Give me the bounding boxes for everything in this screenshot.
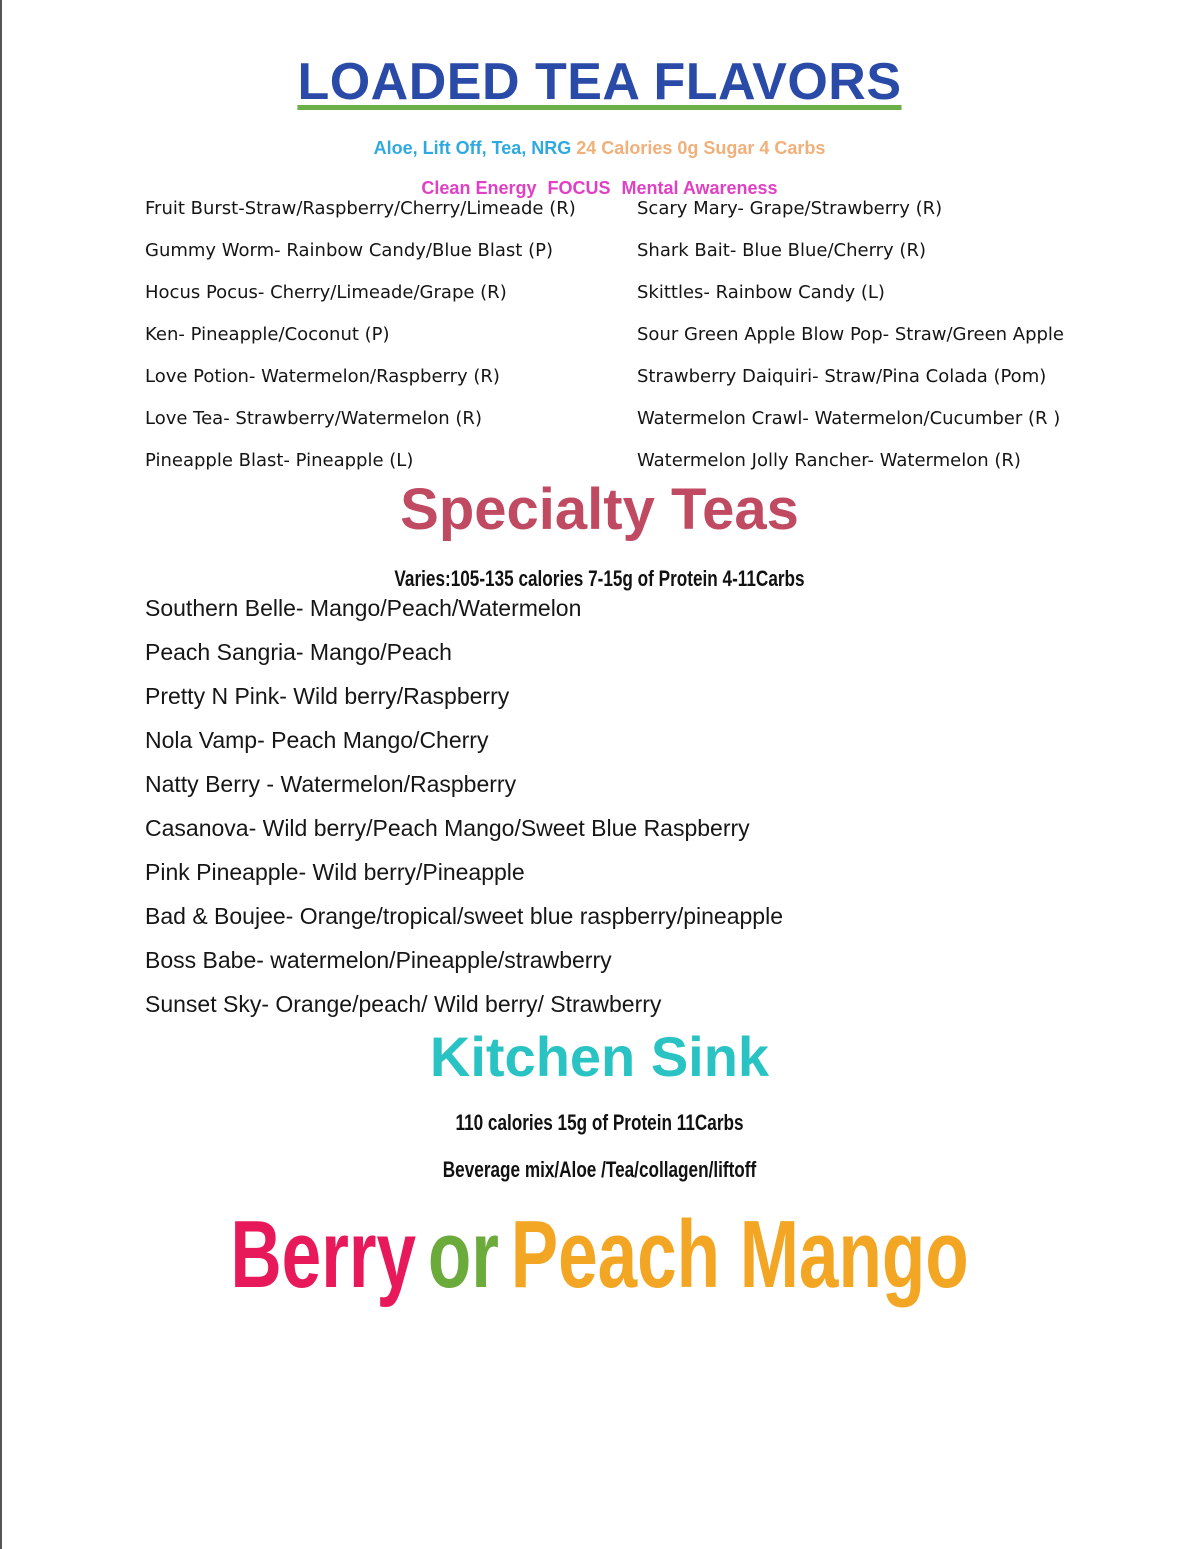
specialty-teas-list: [145, 593, 783, 1033]
specialty-teas-heading: Specialty Teas: [400, 477, 799, 542]
specialty-item: Bad & Boujee- Orange/tropical/sweet blue raspberry/pineapple: [145, 903, 783, 929]
or-word: or: [427, 1201, 499, 1308]
specialty-item: Natty Berry - Watermelon/Raspberry: [145, 771, 517, 797]
flavor-item: Shark Bait- Blue Blue/Cherry (R): [637, 240, 926, 261]
flavor-item: Strawberry Daiquiri- Straw/Pina Colada (Pom): [637, 366, 1047, 387]
specialty-item: Southern Belle- Mango/Peach/Watermelon: [145, 595, 582, 621]
page-edge-border: [0, 0, 2, 1549]
flavor-item: Watermelon Crawl- Watermelon/Cucumber (R ): [637, 408, 1061, 429]
specialty-item: Nola Vamp- Peach Mango/Cherry: [145, 727, 489, 753]
berry-word: Berry: [230, 1201, 416, 1308]
flavor-item: Gummy Worm- Rainbow Candy/Blue Blast (P): [145, 240, 553, 261]
flavor-item: Pineapple Blast- Pineapple (L): [145, 450, 414, 471]
kitchen-sink-mix-info: Beverage mix/Aloe /Tea/collagen/liftoff: [442, 1157, 757, 1182]
kitchen-sink-nutrition-info: 110 calories 15g of Protein 11Carbs: [455, 1110, 744, 1135]
loaded-flavors-right-column: [637, 196, 1064, 490]
page-title: LOADED TEA FLAVORS: [297, 53, 902, 111]
flavor-item: Fruit Burst-Straw/Raspberry/Cherry/Limeade (R): [145, 198, 576, 219]
ingredients-text: Aloe, Lift Off, Tea, NRG: [373, 138, 572, 158]
peach-mango-word: Peach Mango: [510, 1201, 969, 1308]
flavor-item: Watermelon Jolly Rancher- Watermelon (R): [637, 450, 1021, 471]
flavor-item: Love Potion- Watermelon/Raspberry (R): [145, 366, 500, 387]
specialty-nutrition-info: Varies:105-135 calories 7-15g of Protein 4-11Carbs: [394, 566, 805, 591]
specialty-item: Pink Pineapple- Wild berry/Pineapple: [145, 859, 525, 885]
flavor-item: Sour Green Apple Blow Pop- Straw/Green Apple: [637, 324, 1065, 345]
specialty-item: Pretty N Pink- Wild berry/Raspberry: [145, 683, 510, 709]
flavor-item: Scary Mary- Grape/Strawberry (R): [637, 198, 943, 219]
specialty-item: Sunset Sky- Orange/peach/ Wild berry/ Strawberry: [145, 991, 662, 1017]
loaded-flavors-left-column: [145, 196, 576, 490]
flavor-choice-banner: [156, 1200, 1043, 1310]
flavor-item: Love Tea- Strawberry/Watermelon (R): [145, 408, 482, 429]
specialty-item: Peach Sangria- Mango/Peach: [145, 639, 452, 665]
flavor-item: Skittles- Rainbow Candy (L): [637, 282, 885, 303]
nutrition-text: 24 Calories 0g Sugar 4 Carbs: [576, 138, 826, 158]
kitchen-sink-heading: Kitchen Sink: [429, 1025, 770, 1088]
benefit-mental-awareness: Mental Awareness: [621, 178, 778, 198]
specialty-item: Casanova- Wild berry/Peach Mango/Sweet Blue Raspberry: [145, 815, 750, 841]
flavor-item: Ken- Pineapple/Coconut (P): [145, 324, 390, 345]
benefit-focus: FOCUS: [547, 178, 611, 198]
ingredients-line: [0, 138, 1199, 159]
benefit-clean-energy: Clean Energy: [421, 178, 537, 198]
specialty-item: Boss Babe- watermelon/Pineapple/strawberry: [145, 947, 612, 973]
flavor-item: Hocus Pocus- Cherry/Limeade/Grape (R): [145, 282, 507, 303]
